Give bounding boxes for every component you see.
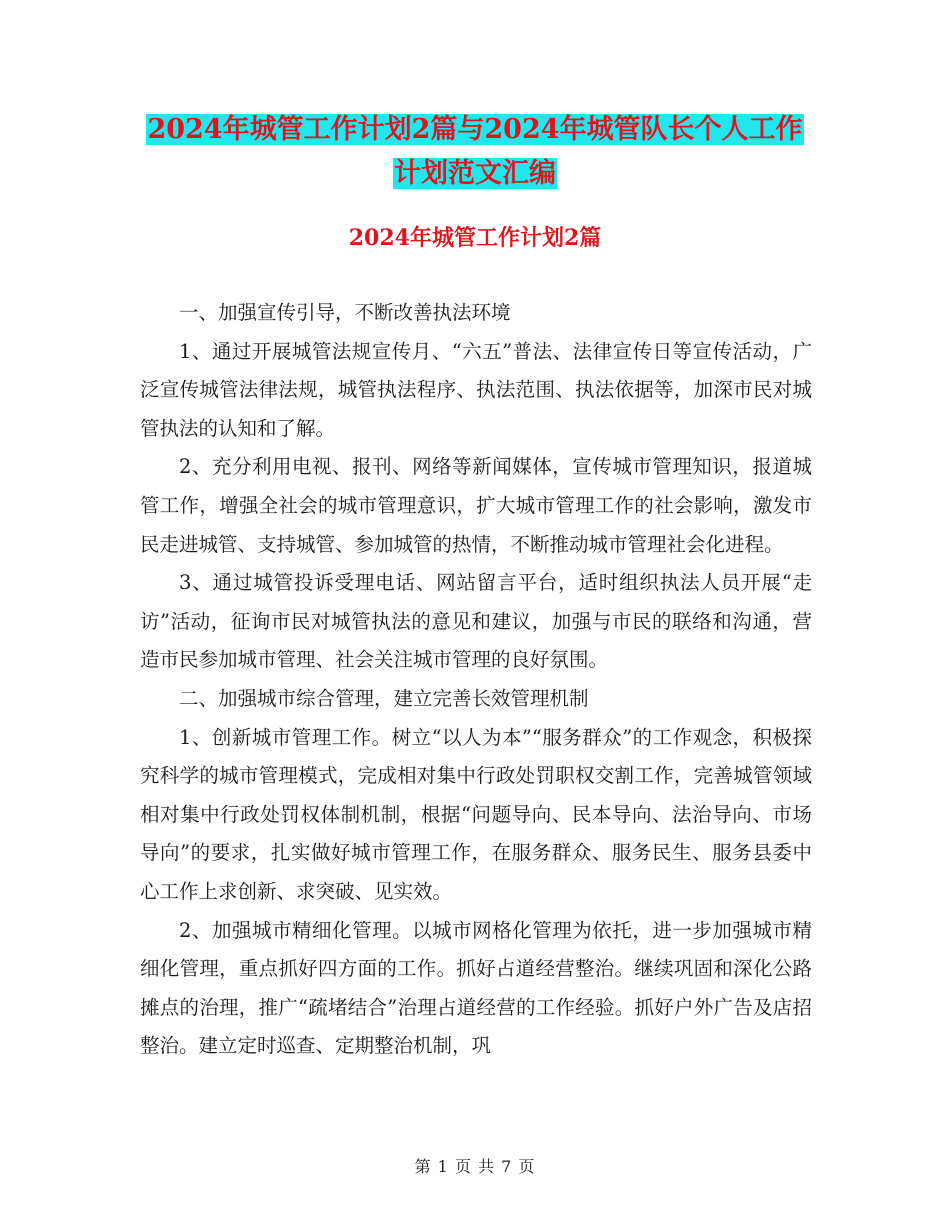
paragraph: 1、通过开展城管法规宣传月、“六五”普法、法律宣传日等宣传活动，广泛宣传城管法律法规，城管执法程序、执法范围、执法依据等，加深市民对城管执法的认知和了解。 bbox=[140, 339, 812, 440]
paragraph: 3、通过城管投诉受理电话、网站留言平台，适时组织执法人员开展“走访”活动，征询市民对城管执法的意见和建议，加强与市民的联络和沟通，营造市民参加城市管理、社会关注城市管理的良好氛围。 bbox=[140, 571, 812, 672]
paragraph: 1、创新城市管理工作。树立“以人为本”“服务群众”的工作观念，积极探究科学的城市管理模式，完成相对集中行政处罚职权交割工作，完善城管领域相对集中行政处罚权体制机制，根据“问题导向、民本导向、法治导向、市场导向”的要求，扎实做好城市管理工作，在服务群众、服务民生、服务县委中心工作上求创新、求突破、见实效。 bbox=[140, 725, 812, 903]
paragraph: 2、充分利用电视、报刊、网络等新闻媒体，宣传城市管理知识，报道城管工作，增强全社会的城市管理意识，扩大城市管理工作的社会影响，激发市民走进城管、支持城管、参加城管的热情，不断推动城市管理社会化进程。 bbox=[140, 455, 812, 556]
section-title: 2024年城管工作计划2篇 bbox=[348, 225, 602, 251]
title-line-2: 计划范文汇编 bbox=[394, 158, 556, 189]
document-title bbox=[140, 108, 810, 196]
document-body bbox=[140, 294, 812, 1066]
page-footer: 第 1 页 共 7 页 bbox=[414, 1157, 536, 1176]
paragraph-heading-1: 一、加强宣传引导，不断改善执法环境 bbox=[179, 301, 511, 324]
title-line-1: 2024年城管工作计划2篇与2024年城管队长个人工作 bbox=[147, 114, 803, 145]
paragraph: 2、加强城市精细化管理。以城市网格化管理为依托，进一步加强城市精细化管理，重点抓好四方面的工作。抓好占道经营整治。继续巩固和深化公路摊点的治理，推广“疏堵结合”治理占道经营的工作经验。抓好户外广告及店招整治。建立定时巡查、定期整治机制，巩 bbox=[140, 918, 812, 1058]
paragraph-heading-2: 二、加强城市综合管理，建立完善长效管理机制 bbox=[179, 686, 589, 710]
